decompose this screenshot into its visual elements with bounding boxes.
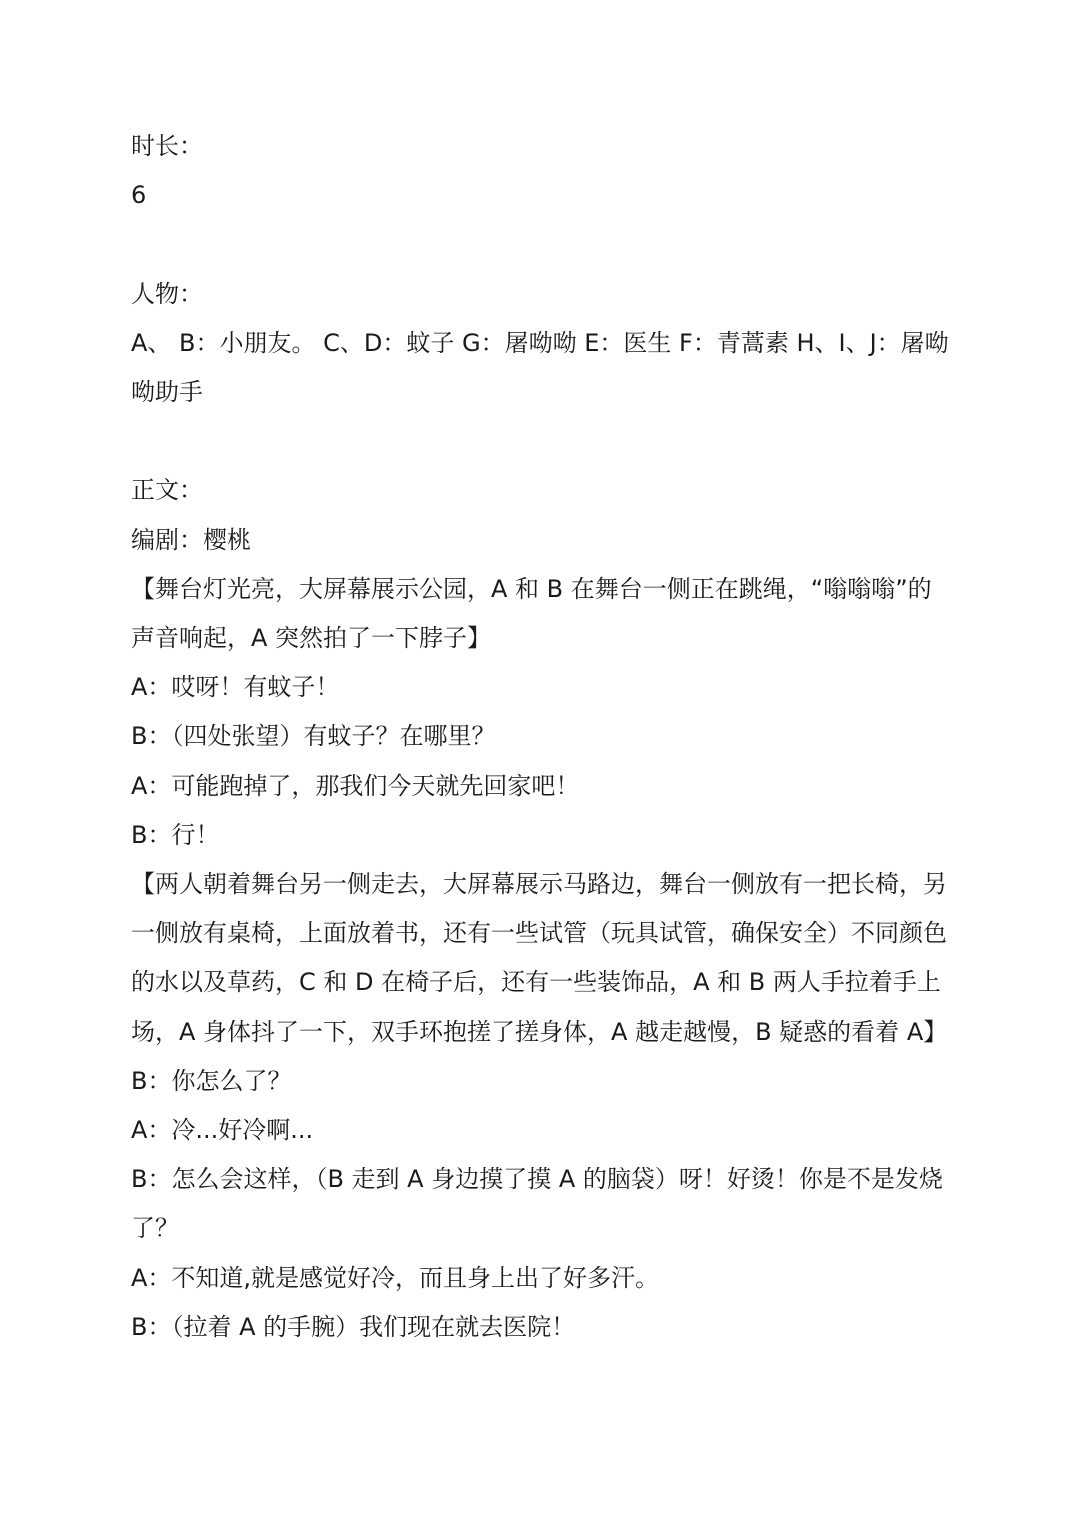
stage-direction: 【舞台灯光亮，大屏幕展示公园，A 和 B 在舞台一侧正在跳绳，“嗡嗡嗡”的声音响起，A 突然拍了一下脖子】: [131, 574, 932, 652]
dialogue-line: A：冷...好冷啊...: [131, 1116, 314, 1145]
dialogue-line: B：怎么会这样，（B 走到 A 身边摸了摸 A 的脑袋）呀！好烫！你是不是发烧了？: [131, 1165, 943, 1243]
duration-label: 时长：: [131, 132, 203, 160]
characters-label: 人物：: [131, 279, 203, 308]
dialogue-line: B：你怎么了？: [131, 1066, 292, 1095]
dialogue-line: A：可能跑掉了，那我们今天就先回家吧！: [131, 771, 580, 800]
dialogue-line: B：（四处张望）有蚊子？在哪里？: [131, 722, 496, 751]
blank-line: [131, 220, 951, 269]
document-content: [131, 122, 951, 1352]
blank-line: [131, 417, 951, 466]
body-label: 正文：: [131, 476, 203, 505]
dialogue-line: A：哎呀！有蚊子！: [131, 673, 340, 702]
dialogue-line: B：行！: [131, 820, 220, 849]
dialogue-line: B：（拉着 A 的手腕）我们现在就去医院！: [131, 1312, 576, 1341]
dialogue-line: A：不知道,就是感觉好冷，而且身上出了好多汗。: [131, 1263, 660, 1292]
screenwriter: 编剧：樱桃: [131, 525, 251, 554]
duration-value: 6: [131, 181, 147, 210]
characters-list: A、 B：小朋友。 C、D：蚊子 G：屠呦呦 E：医生 F：青蒿素 H、I、J：屠呦呦助手: [131, 328, 949, 406]
stage-direction: 【两人朝着舞台另一侧走去，大屏幕展示马路边，舞台一侧放有一把长椅，另一侧放有桌椅，上面放着书，还有一些试管（玩具试管，确保安全）不同颜色的水以及草药，C 和 D 在椅子后，还有一些装饰品，A 和 B 两人手拉着手上场，A 身体抖了一下，双手环抱搓了搓身体，A 越走越慢，B 疑惑的看着 A】: [131, 870, 948, 1046]
